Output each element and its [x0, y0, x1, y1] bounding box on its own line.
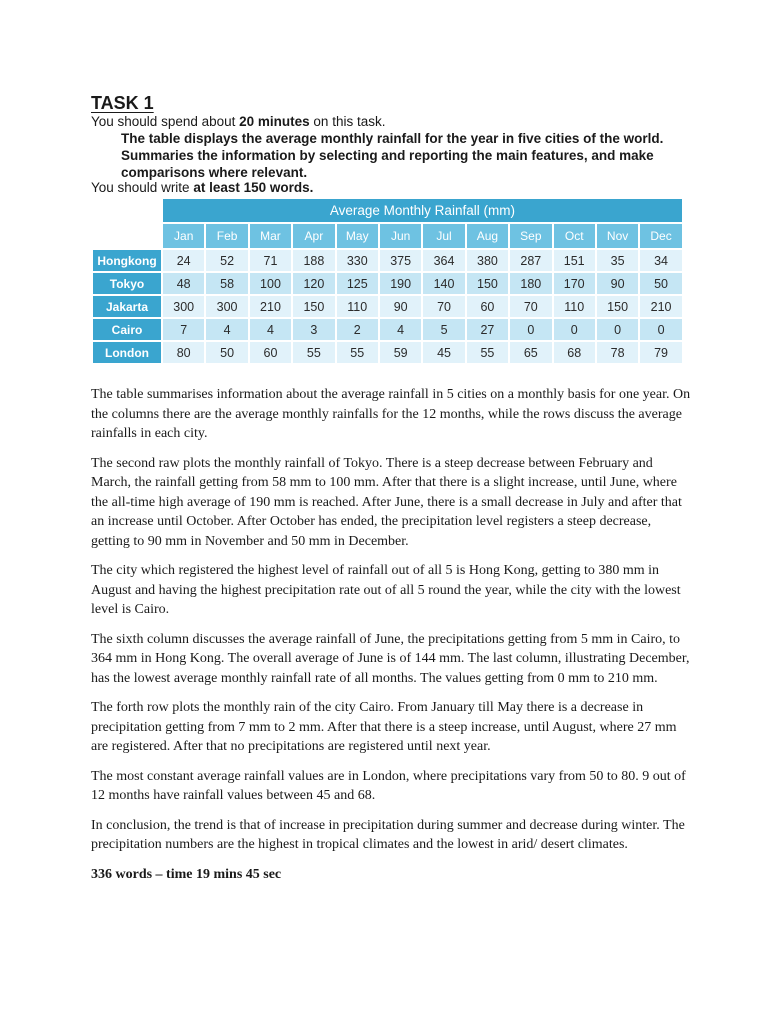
rainfall-value: 78 [596, 341, 639, 364]
month-header: Jan [162, 223, 205, 249]
rainfall-value: 50 [205, 341, 248, 364]
rainfall-value: 151 [553, 249, 596, 272]
rainfall-value: 4 [379, 318, 422, 341]
table-row [92, 295, 683, 318]
city-label: London [92, 341, 162, 364]
rainfall-value: 4 [205, 318, 248, 341]
prompt-line: Summaries the information by selecting and reporting the main features, and make [121, 148, 654, 163]
rainfall-value: 48 [162, 272, 205, 295]
month-header: Apr [292, 223, 335, 249]
rainfall-value: 80 [162, 341, 205, 364]
rainfall-value: 150 [466, 272, 509, 295]
rainfall-value: 24 [162, 249, 205, 272]
month-header: Aug [466, 223, 509, 249]
rainfall-value: 52 [205, 249, 248, 272]
essay-paragraph: The second raw plots the monthly rainfall of Tokyo. There is a steep decrease between February and March, the rainfall getting from 58 mm to 100 mm. After that there is a slight increase, until June, where the all-time high average of 190 mm is reached. After June, there is a small decrease in July and after that an increase until October. After October has ended, the precipitation level registers a steep decrease, getting to 90 mm in November and 50 mm in December. [91, 455, 682, 549]
month-header: May [336, 223, 379, 249]
rainfall-value: 300 [205, 295, 248, 318]
table-title: Average Monthly Rainfall (mm) [162, 198, 683, 223]
rainfall-value: 110 [336, 295, 379, 318]
rainfall-value: 125 [336, 272, 379, 295]
table-row [92, 249, 683, 272]
rainfall-value: 59 [379, 341, 422, 364]
words-value: at least 150 words. [193, 180, 314, 195]
rainfall-value: 55 [466, 341, 509, 364]
rainfall-value: 27 [466, 318, 509, 341]
rainfall-value: 180 [509, 272, 552, 295]
rainfall-value: 35 [596, 249, 639, 272]
rainfall-table [91, 197, 684, 365]
task-title: TASK 1 [91, 93, 154, 113]
rainfall-value: 120 [292, 272, 335, 295]
rainfall-value: 0 [596, 318, 639, 341]
essay-paragraph: The sixth column discusses the average rainfall of June, the precipitations getting from 5 mm in Cairo, to 364 mm in Hong Kong. The overall average of June is of 144 mm. The last column, illustrating December, has the lowest average monthly rainfall rate of all months. The values getting from 0 mm to 210 mm. [91, 631, 690, 686]
rainfall-value: 364 [422, 249, 465, 272]
prompt-line: The table displays the average monthly rainfall for the year in five cities of the world. [121, 131, 664, 146]
table-title-row [92, 198, 683, 223]
rainfall-value: 188 [292, 249, 335, 272]
rainfall-value: 34 [639, 249, 683, 272]
time-suffix: on this task. [309, 114, 386, 129]
words-prefix: You should write [91, 180, 194, 195]
city-label: Tokyo [92, 272, 162, 295]
rainfall-value: 71 [249, 249, 292, 272]
month-header-row [92, 223, 683, 249]
rainfall-value: 50 [639, 272, 683, 295]
rainfall-value: 170 [553, 272, 596, 295]
table-corner-blank [92, 198, 162, 223]
rainfall-value: 380 [466, 249, 509, 272]
table-corner-blank [92, 223, 162, 249]
rainfall-value: 100 [249, 272, 292, 295]
rainfall-value: 58 [205, 272, 248, 295]
essay-paragraph: In conclusion, the trend is that of increase in precipitation during summer and decrease during winter. The precipitation numbers are the highest in tropical climates and the lowest in arid/ desert climates. [91, 817, 685, 852]
rainfall-value: 79 [639, 341, 683, 364]
rainfall-value: 0 [553, 318, 596, 341]
rainfall-value: 5 [422, 318, 465, 341]
rainfall-value: 0 [639, 318, 683, 341]
rainfall-value: 110 [553, 295, 596, 318]
rainfall-value: 287 [509, 249, 552, 272]
month-header: Jun [379, 223, 422, 249]
essay-paragraph: The most constant average rainfall values are in London, where precipitations vary from 50 to 80. 9 out of 12 months have rainfall values between 45 and 68. [91, 768, 686, 803]
table-row [92, 341, 683, 364]
task-prompt [121, 130, 663, 181]
rainfall-value: 190 [379, 272, 422, 295]
rainfall-value: 330 [336, 249, 379, 272]
month-header: Jul [422, 223, 465, 249]
month-header: Nov [596, 223, 639, 249]
word-count-footer: 336 words – time 19 mins 45 sec [91, 866, 282, 882]
rainfall-value: 70 [509, 295, 552, 318]
month-header: Feb [205, 223, 248, 249]
rainfall-value: 300 [162, 295, 205, 318]
prompt-line: comparisons where relevant. [121, 165, 308, 180]
rainfall-value: 2 [336, 318, 379, 341]
rainfall-value: 0 [509, 318, 552, 341]
rainfall-value: 375 [379, 249, 422, 272]
rainfall-value: 45 [422, 341, 465, 364]
month-header: Oct [553, 223, 596, 249]
rainfall-value: 90 [379, 295, 422, 318]
rainfall-value: 60 [249, 341, 292, 364]
table-row [92, 318, 683, 341]
rainfall-value: 140 [422, 272, 465, 295]
essay-paragraph: The table summarises information about the average rainfall in 5 cities on a monthly basis for one year. On the columns there are the average monthly rainfalls for the 12 months, while the rows discuss the average rainfalls in each city. [91, 387, 691, 441]
rainfall-value: 68 [553, 341, 596, 364]
essay-paragraph: The forth row plots the monthly rain of the city Cairo. From January till May there is a decrease in precipitation getting from 7 mm to 2 mm. After that there is a steep increase, until August, where 27 mm are registered. After that no precipitations are registered until next year. [91, 700, 677, 754]
rainfall-value: 4 [249, 318, 292, 341]
city-label: Jakarta [92, 295, 162, 318]
rainfall-value: 150 [292, 295, 335, 318]
month-header: Mar [249, 223, 292, 249]
rainfall-value: 7 [162, 318, 205, 341]
rainfall-value: 90 [596, 272, 639, 295]
rainfall-value: 3 [292, 318, 335, 341]
rainfall-value: 55 [292, 341, 335, 364]
word-instruction [91, 180, 313, 195]
rainfall-value: 65 [509, 341, 552, 364]
rainfall-value: 70 [422, 295, 465, 318]
rainfall-value: 210 [639, 295, 683, 318]
rainfall-value: 60 [466, 295, 509, 318]
table-row [92, 272, 683, 295]
essay-body [91, 385, 691, 894]
rainfall-value: 210 [249, 295, 292, 318]
rainfall-value: 150 [596, 295, 639, 318]
time-instruction [91, 114, 385, 129]
rainfall-value: 55 [336, 341, 379, 364]
time-prefix: You should spend about [91, 114, 240, 129]
month-header: Sep [509, 223, 552, 249]
city-label: Hongkong [92, 249, 162, 272]
time-value: 20 minutes [239, 114, 310, 129]
essay-paragraph: The city which registered the highest level of rainfall out of all 5 is Hong Kong, getting to 380 mm in August and having the highest precipitation rate out of all 5 round the year, while the city with the lowest level is Cairo. [91, 563, 681, 617]
city-label: Cairo [92, 318, 162, 341]
month-header: Dec [639, 223, 683, 249]
